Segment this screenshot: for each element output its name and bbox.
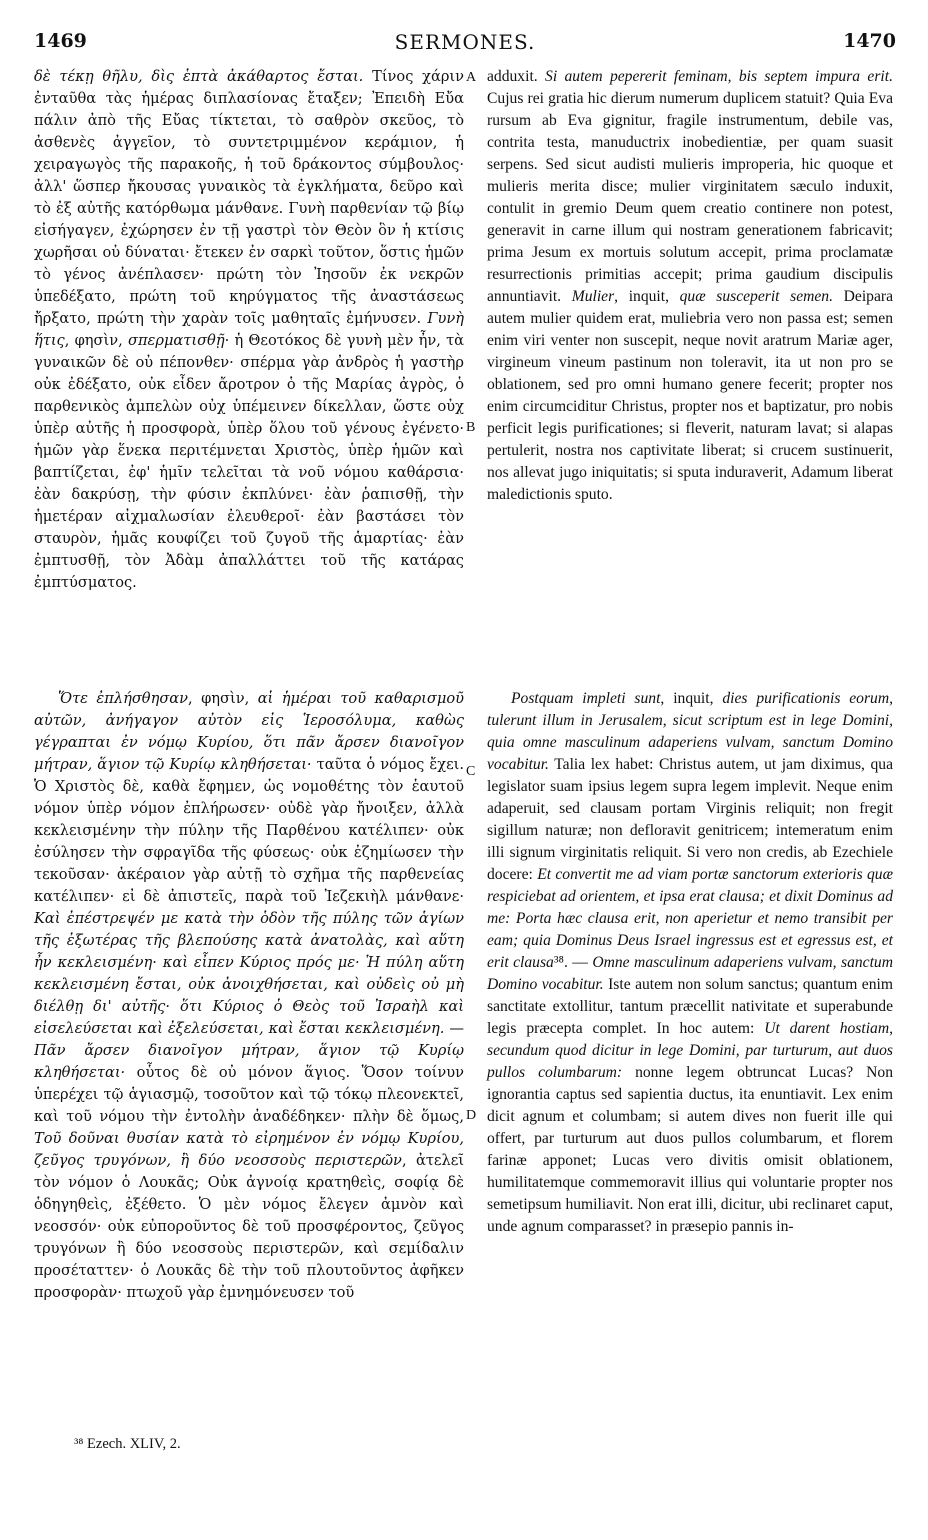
- text-segment: ταῦτα ὁ νόμος ἔχει. Ὁ Χριστὸς δὲ, καθὰ ἔφημεν, ὡς νομοθέτης τὸν ἑαυτοῦ νόμον ὑπὲρ νόμον ἐπλήρωσεν· οὐδὲ γὰρ ἤνοιξεν, ἀλλὰ κεκλεισμένην τὴν πύλην τῆς Παρθένου κατέλιπεν· οὐκ ἐσύλησεν τὴν σφραγῖδα τῆς φύσεως· οὐκ ἐζημίωσεν τὴν τεκοῦσαν· ἀκέραιον γὰρ αὐτῇ τὸ σχῆμα τῆς παρθενείας κατέλιπεν· εἰ δὲ ἀπιστεῖς, παρὰ τοῦ Ἰεζεκιὴλ μάνθανε·: [34, 756, 464, 905]
- text-segment: Omne masculinum adaperiens vulvam, sanctum Domino vocabitur.: [487, 954, 893, 993]
- text-segment: , φησὶν,: [64, 332, 128, 349]
- text-segment: οὗτος δὲ οὐ μόνον ἅγιος. Ὅσον τοίνυν ὑπερέχει τῷ ἁγιασμῷ, τοσοῦτον καὶ τῷ τόκῳ πλεονεκτεῖ, καὶ τοῦ νόμου τὴν ἐντολὴν ἀναδέδηκεν· πλὴν δὲ ὅμως,: [34, 1064, 464, 1125]
- text-segment: , inquit,: [660, 690, 723, 707]
- footnote: ³⁸ Ezech. XLIV, 2.: [74, 1436, 181, 1452]
- text-segment: Τοῦ δοῦναι θυσίαν κατὰ τὸ εἰρημένον ἐν νόμῳ Κυρίου, ζεῦγος τρυγόνων, ἢ δύο νεοσσοὺς περιστερῶν: [34, 1130, 464, 1169]
- latin-paragraph-2: [487, 688, 893, 1238]
- page-number-right: 1470: [843, 30, 896, 52]
- text-segment: Ὅτε ἐπλήσθησαν: [58, 690, 189, 707]
- text-segment: Τίνος χάριν ἐνταῦθα τὰς ἡμέρας διπλασίονας ἔταξεν; Ἐπειδὴ Εὔα πάλιν ἀπὸ τῆς Εὔας τίκτεται, τὸ σαθρὸν σκεῦος, τὸ ἀσθενὲς ἀγγεῖον, τὸ συντετριμμένον κεράμιον, ἡ χειραγωγὸς τῆς παρακοῆς, ἡ τοῦ δράκοντος σύμβουλος· ἀλλ' ὥσπερ ἤκουσας γυναικὸς τὰ ἐγκλήματα, δεῦρο καὶ τὸ ἐξ αὐτῆς κατόρθωμα μάνθανε. Γυνὴ παρθενίαν τῷ βίῳ εἰσήγαγεν, ἐχώρησεν ἐν τῇ γαστρὶ τὸν Θεὸν ὃν ἡ κτίσις χωρῆσαι οὐ δύναται· ἔτεκεν ἐν σαρκὶ τοῦτον, ὅστις ἡμῶν τὸ γένος ἀνέπλασεν· πρώτη τὸν Ἰησοῦν ἐκ νεκρῶν ὑπεδέξατο, πρώτη τοῦ κηρύγματος τῆς ἀναστάσεως ἤρξατο, πρώτη τὴν χαρὰν τοῖς μαθηταῖς ἐμήνυσεν.: [34, 68, 465, 327]
- margin-marker-b: B: [466, 420, 476, 435]
- text-segment: , φησὶν,: [188, 690, 258, 707]
- greek-paragraph-2: [34, 688, 464, 1304]
- text-segment: nonne legem obtruncat Lucas? Non ignorantia captus sed sapientia ductus, ita enuntiavit. Lex enim dicit agnum et columbam; si autem dives non fuerit ille qui offert, par turturum aut duos pullos columbarum, et florem farinæ apponet; Lucas vero divitis omisit oblationem, humilitatemque commemoravit illius qui voluntarie propter nos semetipsum humiliavit. Non erat illi, dicitur, ubi reclinaret caput, unde agnum comparasset? in præsepio pannis in-: [487, 1064, 893, 1235]
- text-segment: δὲ τέκῃ θῆλυ, δὶς ἑπτὰ ἀκάθαρτος ἔσται.: [34, 68, 364, 85]
- text-segment: Deipara autem mulier quidem erat, muliebria vero non passa est; semen enim viri venter non suscepit, neque novit aratrum Mariæ ager, virgineum vineum pastinum non toleravit, ita ut non pro se oblationem, sed pro omni humano genere fecerit; propter nos enim circumciditur Christus, propter nos et baptizatur, pro nobis perficit legis purificationes; si fleverit, naturam lavat; si alapas pertulerit, nostra nos captivitate liberat; si crucem sustinuerit, nos allevat jugo iniquitatis; si sputa induraverit, Adamum liberat maledictionis sputo.: [487, 288, 893, 503]
- text-segment: quæ susceperit semen.: [679, 288, 833, 305]
- text-segment: Mulier: [571, 288, 615, 305]
- page-number-left: 1469: [34, 30, 87, 52]
- margin-marker-a: A: [466, 70, 477, 85]
- greek-paragraph-1: [34, 66, 464, 594]
- text-segment: Ut darent hostiam, secundum quod dicitur in lege Domini, par turturum, aut duos pullos columbarum:: [487, 1020, 893, 1081]
- greek-column-2: [34, 688, 464, 1304]
- text-segment: Talia lex habet: Christus autem, ut jam diximus, qua legislator suam ipsius legem supra legem implevit. Neque enim adaperuit, sed clausam portam Virginis reliquit; non fregit sigillum naturæ; non defloravit genitricem; intemeratum enim illi signum virginitatis reliquit. Si vero non credis, ab Ezechiele docere:: [487, 756, 893, 883]
- running-title: SERMONES.: [394, 30, 536, 54]
- latin-column-2: [487, 688, 893, 1238]
- text-segment: , inquit,: [614, 288, 680, 305]
- text-segment: σπερματισθῇ: [127, 332, 225, 349]
- greek-column: [34, 66, 464, 594]
- text-segment: dies purificationis eorum, tulerunt illum in Jerusalem, sicut scriptum est in lege Domini, quia omne masculinum adaperiens vulvam, sanctum Domino vocabitur.: [487, 690, 893, 773]
- text-segment: Γυνὴ ἥτις: [34, 310, 464, 349]
- latin-column: [487, 66, 893, 506]
- text-segment: Postquam impleti sunt: [511, 690, 661, 707]
- page-header: [34, 30, 896, 58]
- text-segment: Καὶ ἐπέστρεψέν με κατὰ τὴν ὁδὸν τῆς πύλης τῶν ἁγίων τῆς ἐξωτέρας τῆς βλεπούσης κατὰ ἀνατολὰς, καὶ αὕτη ἦν κεκλεισμένη· καὶ εἶπεν Κύριος πρός με· Ἡ πύλη αὕτη κεκλεισμένη ἔσται, οὐκ ἀνοιχθήσεται, καὶ οὐδεὶς οὐ μὴ διέλθῃ δι' αὐτῆς· ὅτι Κύριος ὁ Θεὸς τοῦ Ἰσραὴλ καὶ εἰσελεύσεται καὶ ἐξελεύσεται, καὶ ἔσται κεκλεισμένη. — Πᾶν ἄρσεν διανοῖγον μήτραν, ἅγιον τῷ Κυρίῳ κληθήσεται·: [34, 910, 464, 1081]
- margin-marker-c: C: [466, 764, 476, 779]
- text-segment: Cujus rei gratia hic dierum numerum duplicem statuit? Quia Eva rursum ab Eva gignitur, fragile instrumentum, debile vas, contrita testa, manuductrix inobedientiæ, per quam suasit serpens. Sed sicut audisti mulieris improperia, hic quoque et mulieris merita disce; mulier virginitatem sæculo induxit, contulit in gremio Deum quem creatio continere non potest, generavit in carne illum qui nostram generationem fabricavit; prima Jesum ex mortuis solutum accepit, prima proclamatæ resurrectionis primitias accepit; prima gaudium discipulis annuntiavit.: [487, 90, 893, 305]
- text-segment: adduxit.: [487, 68, 546, 85]
- text-segment: · ἡ Θεοτόκος δὲ γυνὴ μὲν ἦν, τὰ γυναικῶν δὲ οὐ πέπονθεν· σπέρμα γὰρ ἀνδρὸς ἡ γαστὴρ οὐκ ἐδέξατο, οὐκ εἶδεν ἄροτρον ὁ τῆς Μαρίας ἀγρὸς, ὁ παρθενικὸς ἀμπελὼν οὐχ ὑπέμεινεν δίκελλαν, ὥστε οὐχ ὑπὲρ αὐτῆς ἡ προσφορὰ, ὑπὲρ ὅλου τοῦ γένους ἐγένετο· ἡμῶν γὰρ ἕνεκα περιτέμνεται Χριστὸς, ὑπὲρ ἡμῶν καὶ βαπτίζεται, ἐφ' ἡμῖν τελεῖται τὰ νοῦ νόμου καθάρσια· ἐὰν δακρύσῃ, τὴν φύσιν ἐκπλύνει· ἐὰν ῥαπισθῇ, τὴν ἡμετέραν αἰχμαλωσίαν ἐλευθεροῖ· ἐὰν βαστάσει τὸν σταυρὸν, ἡμᾶς κουφίζει τοῦ ζυγοῦ τῆς ἁμαρτίας· ἐὰν ἐμπτυσθῇ, τὸν Ἀδὰμ ἀπαλλάττει τοῦ τῆς κατάρας ἐμπτύσματος.: [34, 332, 465, 591]
- text-segment: Et convertit me ad viam portæ sanctorum exterioris quæ respiciebat ad orientem, et ipsa erat clausa; et dixit Dominus ad me: Porta hæc clausa erit, non aperietur et nemo transibit per eam; quia Dominus Deus Israel ingressus est et egressus est, et erit clausa: [487, 866, 893, 971]
- margin-marker-d: D: [466, 1108, 477, 1123]
- text-segment: Si autem pepererit feminam, bis septem impura erit.: [545, 68, 893, 85]
- text-segment: ³⁸. —: [553, 954, 593, 971]
- text-segment: Iste autem non solum sanctus; quantum enim sanctitate extollitur, tantum præcellit nativitate et superabunde legis præcepta complet. In hoc autem:: [487, 976, 893, 1037]
- text-segment: , ἀτελεῖ τὸν νόμον ὁ Λουκᾶς; Οὐκ ἀγνοίᾳ κρατηθεὶς, σοφίᾳ δὲ ὁδηγηθεὶς, ἐξέθετο. Ὁ μὲν νόμος ἔλεγεν ἀμνὸν καὶ νεοσσόν· οὐκ εὐποροῦντος δὲ τοῦ προσφέροντος, ζεῦγος τρυγόνων ἢ δύο νεοσσοὺς περιστερῶν, καὶ σεμίδαλιν προσέταττεν· ὁ Λουκᾶς δὲ τὴν τοῦ πλουτοῦντος ἀφῆκεν προσφορὰν· πτωχοῦ γὰρ ἐμνημόνευσεν τοῦ: [34, 1152, 464, 1301]
- text-segment: αἱ ἡμέραι τοῦ καθαρισμοῦ αὐτῶν, ἀνήγαγον αὐτὸν εἰς Ἱεροσόλυμα, καθὼς γέγραπται ἐν νόμῳ Κυρίου, ὅτι πᾶν ἄρσεν διανοῖγον μήτραν, ἅγιον τῷ Κυρίῳ κληθήσεται·: [34, 690, 464, 773]
- latin-paragraph-1: [487, 66, 893, 506]
